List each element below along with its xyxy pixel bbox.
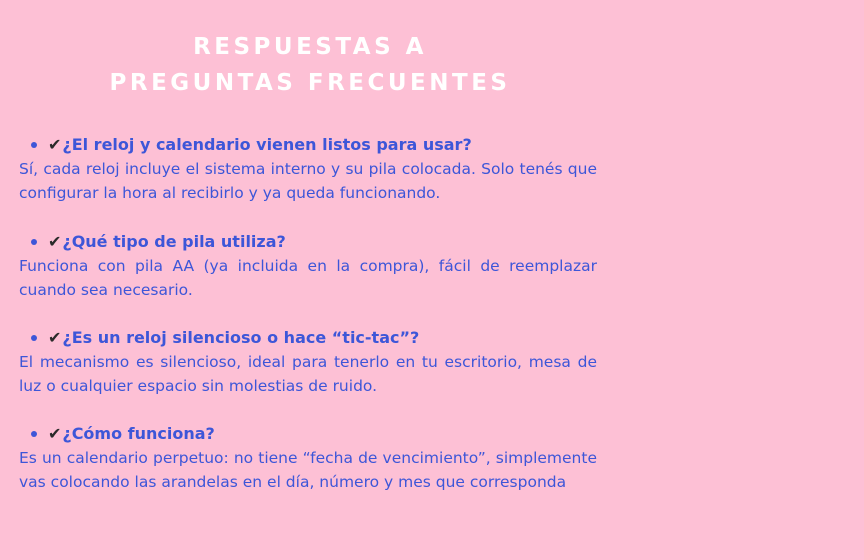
faq-question xyxy=(19,230,597,254)
check-icon: ✔ xyxy=(48,328,62,347)
faq-question xyxy=(19,422,597,446)
faq-item xyxy=(19,133,597,205)
page-title-line-1: RESPUESTAS A xyxy=(193,34,427,60)
faq-answer: Funciona con pila AA (ya incluida en la compra), fácil de reemplazar cuando sea necesario. xyxy=(19,257,597,299)
faq-question-text: ¿Cómo funciona? xyxy=(62,424,215,443)
check-icon: ✔ xyxy=(48,424,62,443)
faq-answer: Sí, cada reloj incluye el sistema interno y su pila colocada. Solo tenés que configurar la hora al recibirlo y ya queda funcionando. xyxy=(19,160,597,202)
bullet-icon xyxy=(31,431,37,437)
check-icon: ✔ xyxy=(48,232,62,251)
faq-question-text: ¿Qué tipo de pila utiliza? xyxy=(62,232,286,251)
faq-item xyxy=(19,230,597,302)
check-icon: ✔ xyxy=(48,135,62,154)
faq-answer: Es un calendario perpetuo: no tiene “fecha de vencimiento”, simplemente vas colocando las arandelas en el día, número y mes que corresponda xyxy=(19,449,597,491)
faq-question-text: ¿Es un reloj silencioso o hace “tic-tac”? xyxy=(62,328,420,347)
faq-question xyxy=(19,326,597,350)
faq-question-text: ¿El reloj y calendario vienen listos para usar? xyxy=(62,135,472,154)
bullet-icon xyxy=(31,142,37,148)
bullet-icon xyxy=(31,335,37,341)
faq-answer: El mecanismo es silencioso, ideal para tenerlo en tu escritorio, mesa de luz o cualquier espacio sin molestias de ruido. xyxy=(19,353,597,395)
faq-question xyxy=(19,133,597,157)
faq-item xyxy=(19,422,597,494)
bullet-icon xyxy=(31,239,37,245)
faq-item xyxy=(19,326,597,398)
page-title-line-2: PREGUNTAS FRECUENTES xyxy=(109,70,511,96)
